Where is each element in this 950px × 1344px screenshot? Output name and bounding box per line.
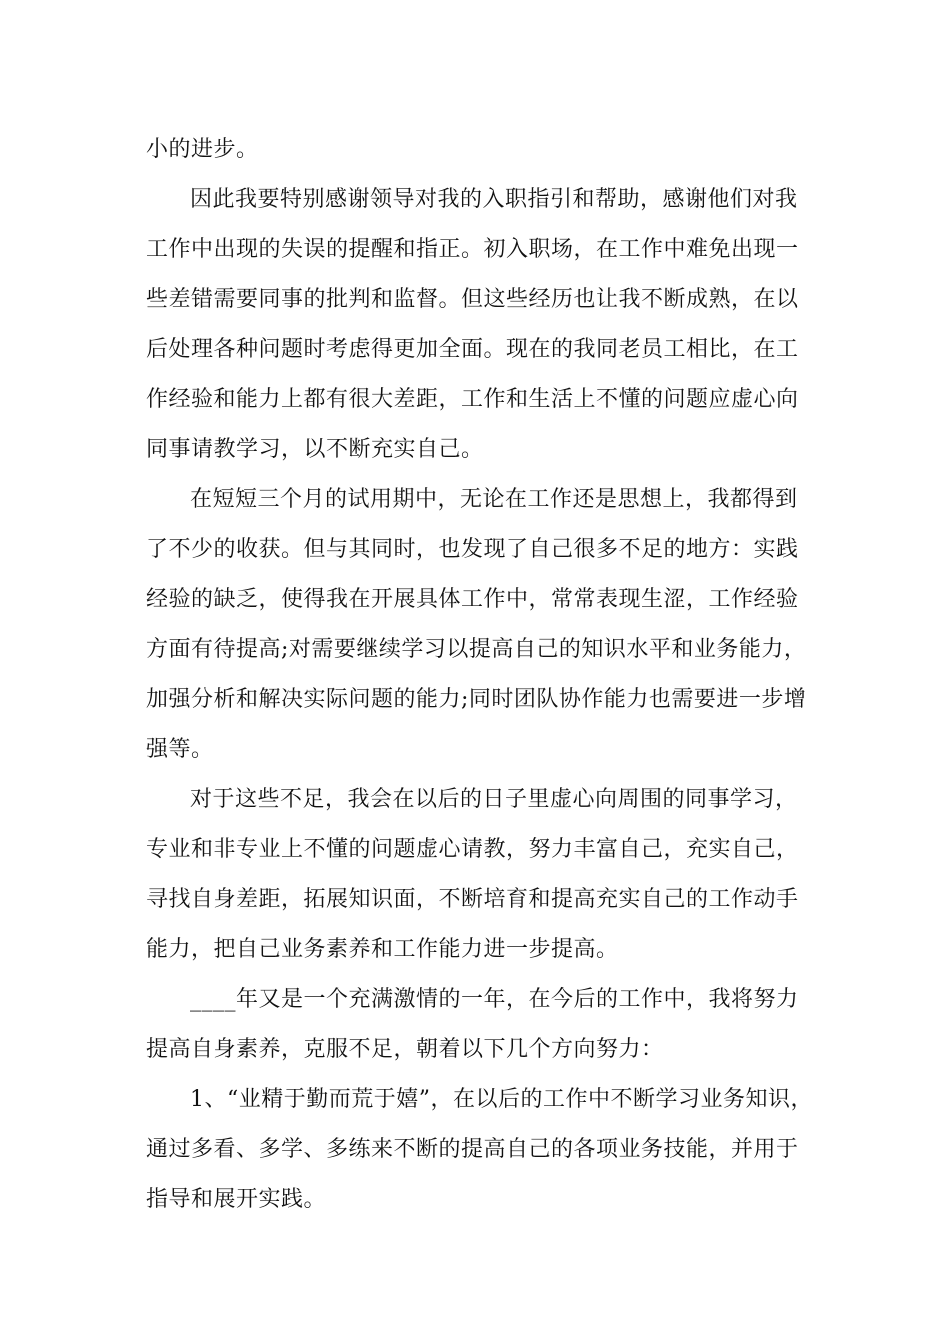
text-line: 提高自身素养，克服不足，朝着以下几个方向努力： [146, 1037, 664, 1062]
text-line: 了不少的收获。但与其同时，也发现了自己很多不足的地方：实践 [146, 537, 799, 562]
text-line: 通过多看、多学、多练来不断的提高自己的各项业务技能，并用于 [146, 1137, 799, 1162]
text-line: 些差错需要同事的批判和监督。但这些经历也让我不断成熟，在以 [146, 287, 799, 312]
text-line: 工作中出现的失误的提醒和指正。初入职场，在工作中难免出现一 [146, 237, 799, 262]
text-line: 因此我要特别感谢领导对我的入职指引和帮助，感谢他们对我 [190, 187, 798, 212]
text-line: 同事请教学习，以不断充实自己。 [146, 437, 484, 462]
text-line: 作经验和能力上都有很大差距，工作和生活上不懂的问题应虚心向 [146, 387, 799, 412]
text-line: 专业和非专业上不懂的问题虚心请教，努力丰富自己，充实自己， [146, 837, 799, 862]
text-line: 小的进步。 [146, 137, 259, 162]
text-line: 在短短三个月的试用期中，无论在工作还是思想上，我都得到 [190, 487, 798, 512]
text-line: ____年又是一个充满激情的一年，在今后的工作中，我将努力 [190, 987, 799, 1012]
text-line: 指导和展开实践。 [146, 1187, 327, 1212]
text-line: 对于这些不足，我会在以后的日子里虚心向周围的同事学习， [190, 787, 798, 812]
text-line: 能力，把自己业务素养和工作能力进一步提高。 [146, 937, 619, 962]
text-line: 1、“业精于勤而荒于嬉”，在以后的工作中不断学习业务知识， [190, 1087, 813, 1112]
text-line: 加强分析和解决实际问题的能力;同时团队协作能力也需要进一步增 [146, 687, 807, 712]
text-line: 方面有待提高;对需要继续学习以提高自己的知识水平和业务能力， [146, 637, 807, 662]
text-line: 强等。 [146, 737, 214, 762]
text-line: 后处理各种问题时考虑得更加全面。现在的我同老员工相比，在工 [146, 337, 799, 362]
text-line: 经验的缺乏，使得我在开展具体工作中，常常表现生涩，工作经验 [146, 587, 799, 612]
text-line: 寻找自身差距，拓展知识面，不断培育和提高充实自己的工作动手 [146, 887, 799, 912]
